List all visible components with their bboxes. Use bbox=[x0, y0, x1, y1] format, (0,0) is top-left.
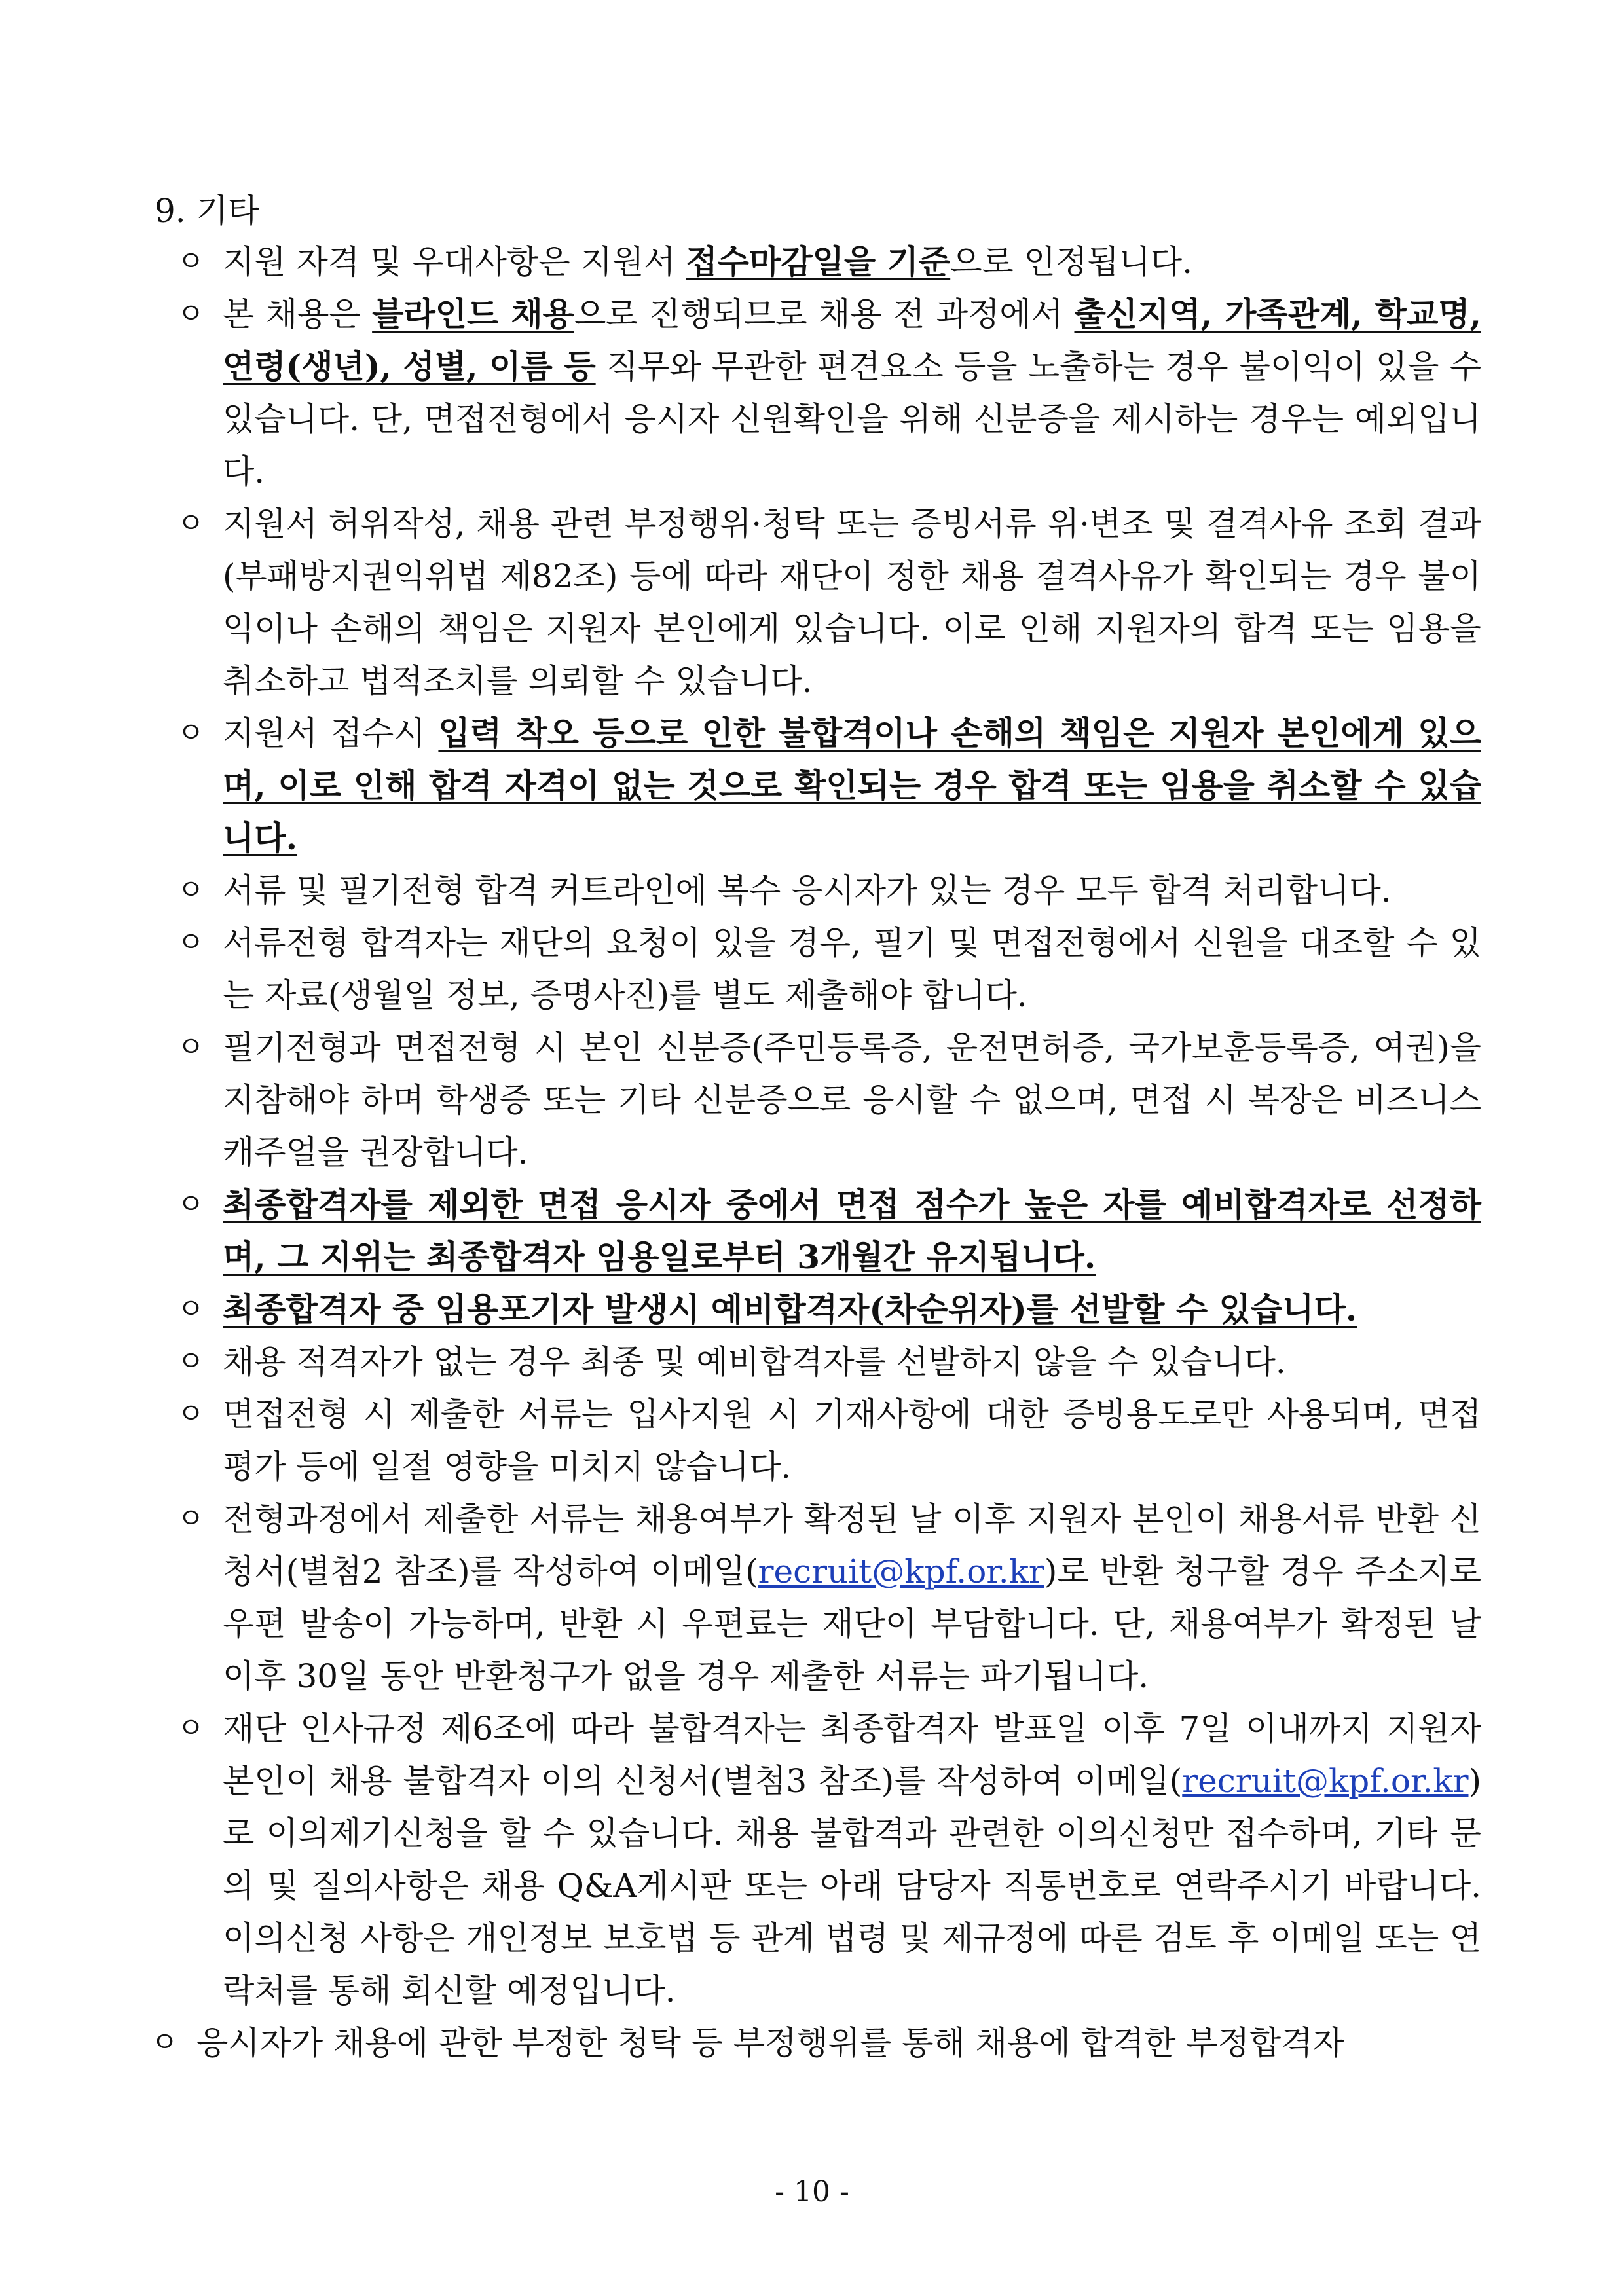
bullet-icon: ㅇ bbox=[177, 297, 205, 331]
bullet-icon: ㅇ bbox=[177, 1031, 205, 1064]
list-item: ㅇ 재단 인사규정 제6조에 따라 불합격자는 최종합격자 발표일 이후 7일 이내까지 지원자 본인이 채용 불합격자 이의 신청서(별첨3 참조)를 작성하여 이메일(recruit@kpf.or.kr)로 이의제기신청을 할 수 있습니다. 채용 불합격과 관련한 이의신청만 접수하며, 기타 문의 및 질의사항은 채용 Q&A게시판 또는 아래 담당자 직통번호로 연락주시기 바랍니다. 이의신청 사항은 개인정보 보호법 등 관계 법령 및 제규정에 따른 검토 후 이메일 또는 연락처를 통해 회신할 예정입니다. bbox=[172, 1702, 1481, 2017]
list-item: ㅇ 최종합격자 중 임용포기자 발생시 예비합격자(차순위자)를 선발할 수 있습니다. bbox=[172, 1283, 1481, 1336]
bullet-icon: ㅇ bbox=[177, 926, 205, 959]
list-item: ㅇ 전형과정에서 제출한 서류는 채용여부가 확정된 날 이후 지원자 본인이 채용서류 반환 신청서(별첨2 참조)를 작성하여 이메일(recruit@kpf.or.kr)로 반환 청구할 경우 주소지로 우편 발송이 가능하며, 반환 시 우편료는 재단이 부담합니다. 단, 채용여부가 확정된 날 이후 30일 동안 반환청구가 없을 경우 제출한 서류는 파기됩니다. bbox=[172, 1493, 1481, 1702]
bullet-icon: ㅇ bbox=[177, 1397, 205, 1431]
list-item: ㅇ 서류 및 필기전형 합격 커트라인에 복수 응시자가 있는 경우 모두 합격 처리합니다. bbox=[172, 864, 1481, 917]
list-item: ㅇ 지원서 허위작성, 채용 관련 부정행위·청탁 또는 증빙서류 위·변조 및 결격사유 조회 결과(부패방지권익위법 제82조) 등에 따라 재단이 정한 채용 결격사유가 확인되는 경우 불이익이나 손해의 책임은 지원자 본인에게 있습니다. 이로 인해 지원자의 합격 또는 임용을 취소하고 법적조치를 의뢰할 수 있습니다. bbox=[172, 498, 1481, 707]
list-item: ㅇ 서류전형 합격자는 재단의 요청이 있을 경우, 필기 및 면접전형에서 신원을 대조할 수 있는 자료(생월일 정보, 증명사진)를 별도 제출해야 합니다. bbox=[172, 917, 1481, 1021]
list-item: ㅇ 본 채용은 블라인드 채용으로 진행되므로 채용 전 과정에서 출신지역, 가족관계, 학교명, 연령(생년), 성별, 이름 등 직무와 무관한 편견요소 등을 노출하는 경우 불이익이 있을 수 있습니다. 단, 면접전형에서 응시자 신원확인을 위해 신분증을 제시하는 경우는 예외입니다. bbox=[172, 288, 1481, 498]
bullet-icon: ㅇ bbox=[177, 716, 205, 750]
bullet-icon: ㅇ bbox=[177, 1188, 205, 1221]
bullet-icon: ㅇ bbox=[151, 2026, 179, 2059]
bullet-icon: ㅇ bbox=[177, 1712, 205, 1745]
bullet-icon: ㅇ bbox=[177, 1293, 205, 1326]
section-title: 9. 기타 bbox=[155, 192, 260, 230]
bullet-icon: ㅇ bbox=[177, 1502, 205, 1535]
email-link[interactable]: recruit@kpf.or.kr bbox=[758, 1552, 1044, 1590]
bullet-icon: ㅇ bbox=[177, 245, 205, 278]
list-item: ㅇ 채용 적격자가 없는 경우 최종 및 예비합격자를 선발하지 않을 수 있습니다. bbox=[172, 1336, 1481, 1388]
bullet-icon: ㅇ bbox=[177, 507, 205, 540]
list-item: ㅇ 최종합격자를 제외한 면접 응시자 중에서 면접 점수가 높은 자를 예비합격자로 선정하며, 그 지위는 최종합격자 임용일로부터 3개월간 유지됩니다. bbox=[172, 1179, 1481, 1283]
list-item: ㅇ 면접전형 시 제출한 서류는 입사지원 시 기재사항에 대한 증빙용도로만 사용되며, 면접 평가 등에 일절 영향을 미치지 않습니다. bbox=[172, 1388, 1481, 1493]
notice-list bbox=[151, 236, 1481, 2069]
list-item: ㅇ 필기전형과 면접전형 시 본인 신분증(주민등록증, 운전면허증, 국가보훈등록증, 여권)을 지참해야 하며 학생증 또는 기타 신분증으로 응시할 수 없으며, 면접 시 복장은 비즈니스 캐주얼을 권장합니다. bbox=[172, 1021, 1481, 1179]
page-number: - 10 - bbox=[775, 2175, 849, 2209]
list-item: ㅇ 지원서 접수시 입력 착오 등으로 인한 불합격이나 손해의 책임은 지원자 본인에게 있으며, 이로 인해 합격 자격이 없는 것으로 확인되는 경우 합격 또는 임용을 취소할 수 있습니다. bbox=[172, 707, 1481, 864]
bullet-icon: ㅇ bbox=[177, 1345, 205, 1378]
bullet-icon: ㅇ bbox=[177, 873, 205, 907]
list-item: ㅇ 응시자가 채용에 관한 부정한 청탁 등 부정행위를 통해 채용에 합격한 부정합격자 bbox=[145, 2017, 1481, 2069]
list-item: ㅇ 지원 자격 및 우대사항은 지원서 접수마감일을 기준으로 인정됩니다. bbox=[172, 236, 1481, 288]
email-link[interactable]: recruit@kpf.or.kr bbox=[1182, 1762, 1469, 1800]
